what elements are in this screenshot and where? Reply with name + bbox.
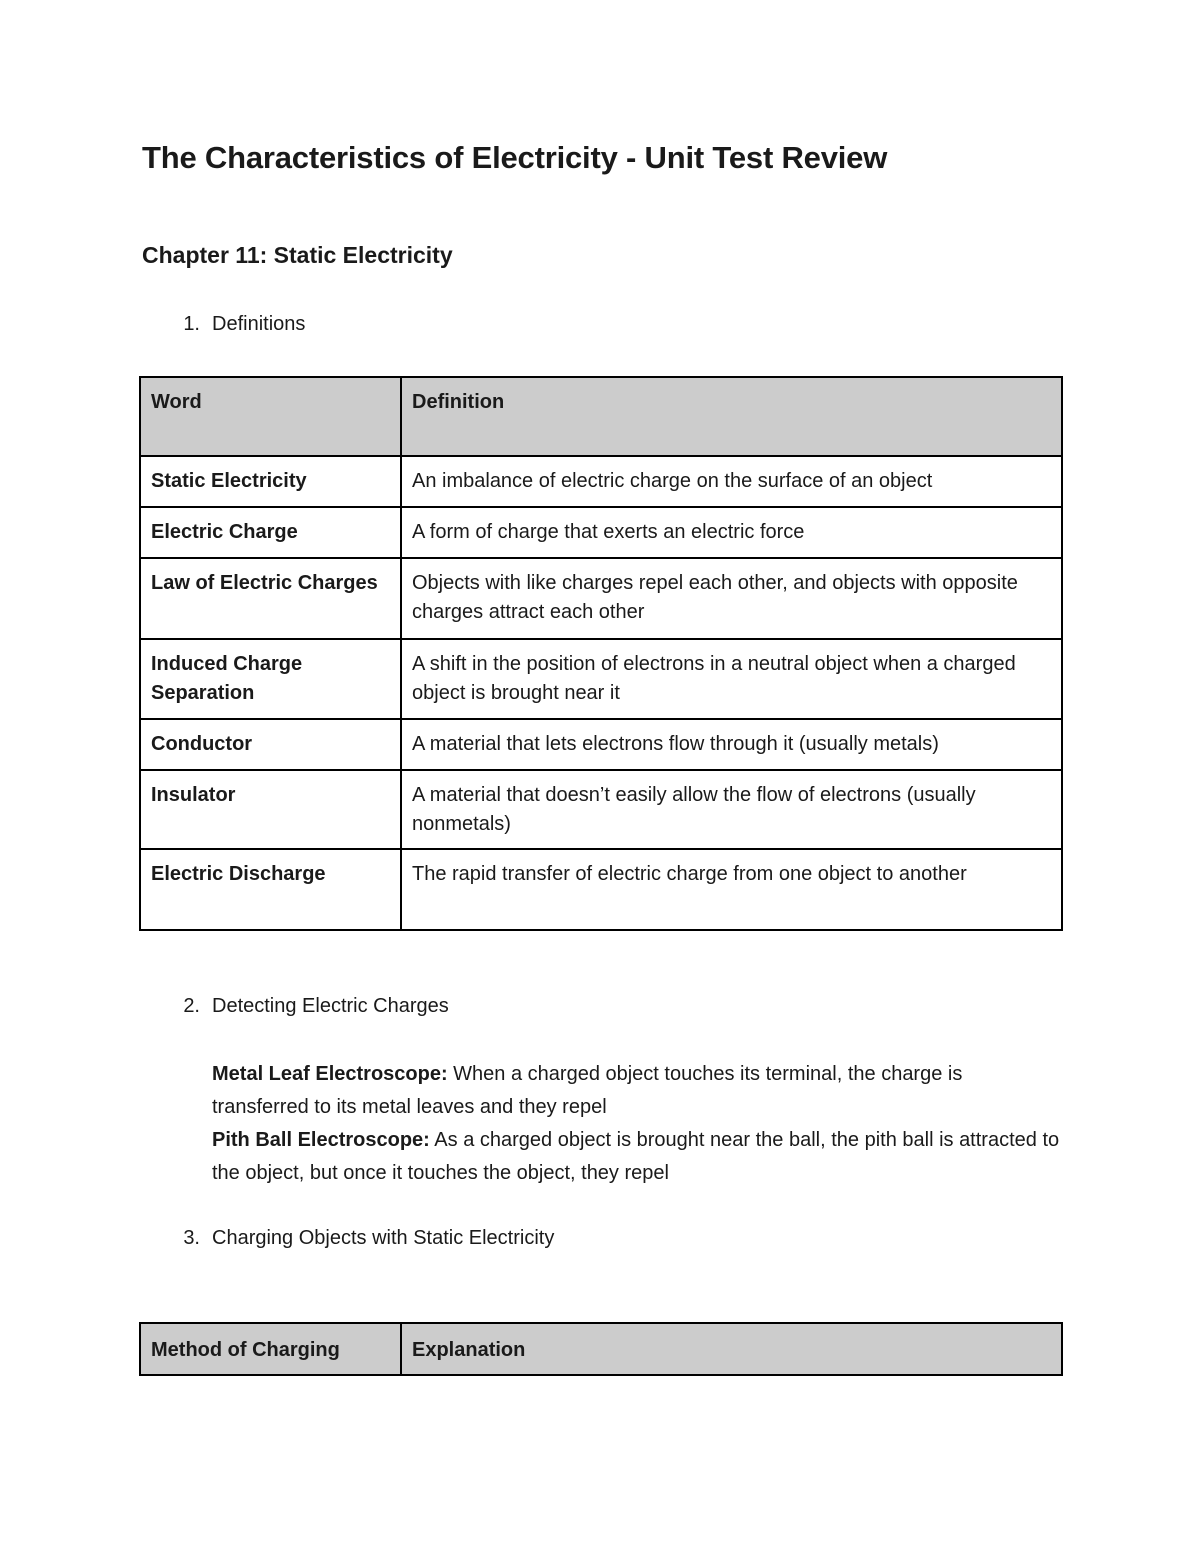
document-title: The Characteristics of Electricity - Unit Test Review [142, 140, 888, 175]
term-cell: Conductor [140, 719, 401, 770]
pith-ball-electroscope-paragraph [212, 1124, 1062, 1190]
section-number: 1. [183, 313, 200, 335]
table-row [140, 639, 1062, 719]
definition-cell: A material that lets electrons flow through it (usually metals) [401, 719, 1062, 770]
definition-cell: The rapid transfer of electric charge from one object to another [401, 849, 1062, 930]
term-cell: Insulator [140, 770, 401, 849]
table-row [140, 770, 1062, 849]
term-cell: Electric Discharge [140, 849, 401, 930]
table-row [140, 849, 1062, 930]
definition-cell: An imbalance of electric charge on the surface of an object [401, 456, 1062, 507]
section-label: Definitions [212, 313, 306, 335]
table-header-row [140, 1323, 1062, 1375]
chapter-heading: Chapter 11: Static Electricity [142, 242, 453, 268]
column-header-explanation: Explanation [401, 1323, 1062, 1375]
table-row [140, 507, 1062, 558]
table-header-row [140, 377, 1062, 456]
term-cell: Induced Charge Separation [140, 639, 401, 719]
term-cell: Law of Electric Charges [140, 558, 401, 639]
definition-cell: Objects with like charges repel each other, and objects with opposite charges attract each other [401, 558, 1062, 639]
column-header-word: Word [140, 377, 401, 456]
section-number: 2. [183, 995, 200, 1017]
definition-cell: A material that doesn’t easily allow the flow of electrons (usually nonmetals) [401, 770, 1062, 849]
table-row [140, 456, 1062, 507]
definition-cell: A form of charge that exerts an electric force [401, 507, 1062, 558]
section-label: Detecting Electric Charges [212, 995, 449, 1017]
pith-ball-electroscope-text: As a charged object is brought near the ball, the pith ball is attracted to the object, but once it touches the object, they repel [212, 1129, 1060, 1184]
term-cell: Electric Charge [140, 507, 401, 558]
section-number: 3. [183, 1227, 200, 1249]
metal-leaf-electroscope-text: When a charged object touches its terminal, the charge is transferred to its metal leaves and they repel [212, 1063, 963, 1118]
definitions-table [139, 376, 1063, 931]
metal-leaf-electroscope-term: Metal Leaf Electroscope: [212, 1063, 448, 1085]
term-cell: Static Electricity [140, 456, 401, 507]
charging-methods-table [139, 1322, 1063, 1376]
table-row [140, 719, 1062, 770]
column-header-definition: Definition [401, 377, 1062, 456]
definition-cell: A shift in the position of electrons in a neutral object when a charged object is brought near it [401, 639, 1062, 719]
electroscope-descriptions [212, 1058, 1062, 1190]
pith-ball-electroscope-term: Pith Ball Electroscope: [212, 1129, 430, 1151]
section-label: Charging Objects with Static Electricity [212, 1227, 555, 1249]
table-row [140, 558, 1062, 639]
column-header-method: Method of Charging [140, 1323, 401, 1375]
metal-leaf-electroscope-paragraph [212, 1058, 1062, 1124]
